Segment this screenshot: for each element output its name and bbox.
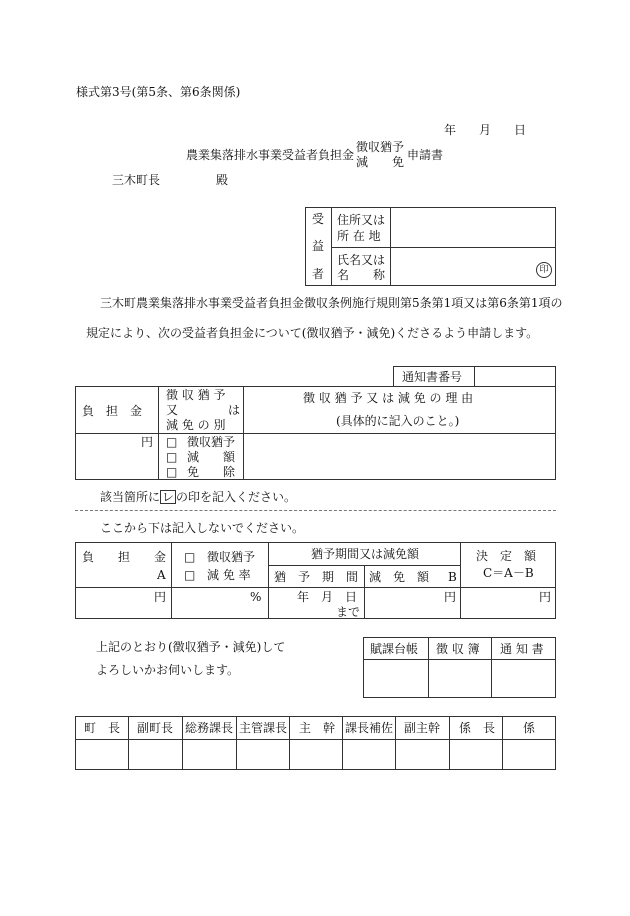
stamp-deputy-chief: 副主幹 — [404, 721, 441, 735]
stamp-staff: 係 — [523, 721, 536, 735]
check-mark-icon: レ — [162, 490, 175, 504]
exemption-amount-sub: B — [448, 570, 457, 584]
stamp-assistant-manager: 課長補佐 — [345, 721, 394, 735]
period-date-unit: 年 月 日 — [297, 590, 358, 604]
option-label: 減 額 — [187, 450, 236, 464]
charge-yen-unit: 円 — [141, 435, 154, 449]
collection-book-header: 徴 収 簿 — [436, 642, 480, 656]
address-label-2: 所 在 地 — [337, 229, 381, 243]
period-or-amount-header: 猶予期間又は減免額 — [311, 547, 420, 561]
amount-yen-unit: 円 — [444, 590, 457, 604]
type-header-2b: は — [228, 403, 241, 417]
reason-header: 徴 収 猶 予 又 は 減 免 の 理 由 — [303, 391, 474, 405]
date-year-label: 年 — [444, 123, 457, 137]
decided-amount-header: 決 定 額 — [476, 549, 537, 563]
reason-header-note: (具体的に記入のこと。) — [336, 414, 460, 428]
stamp-general-affairs-manager: 総務課長 — [185, 721, 234, 735]
name-label-2: 名 称 — [337, 268, 386, 282]
check-instruction: 該当箇所に レ の印を記入ください。 — [100, 490, 297, 504]
charge-header: 負 担 金 — [82, 404, 143, 418]
checkbox-icon[interactable]: □ — [166, 465, 178, 479]
stamp-mayor: 町 長 — [84, 721, 121, 735]
office-use-note: ここから下は記入しないでください。 — [100, 521, 305, 535]
type-header-2a: 又 — [166, 403, 179, 417]
title-option-exemption: 減 免 — [356, 155, 405, 169]
request-text-line1: 三木町農業集落排水事業受益者負担金徴収条例施行規則第5条第1項又は第6条第1項の — [100, 296, 563, 310]
type-header-3: 減 免 の 別 — [166, 418, 226, 432]
form-number: 様式第3号(第5条、第6条関係) — [76, 85, 241, 99]
addressee: 三木町長 — [112, 173, 161, 187]
deferral-period-header: 猶 予 期 間 — [274, 570, 359, 584]
stamp-section-head: 係 長 — [459, 721, 496, 735]
form-title: 農業集落排水事業受益者負担金 — [186, 148, 355, 162]
name-label: 氏名又は — [337, 253, 386, 267]
notice-number-label: 通知書番号 — [402, 370, 463, 384]
assessment-charge-sub: A — [157, 568, 166, 582]
type-header-1: 徴 収 猶 予 — [166, 388, 226, 402]
period-until-unit: まで — [336, 605, 361, 619]
date-month-label: 月 — [479, 123, 492, 137]
assessment-option-rate: 減 免 率 — [207, 568, 251, 582]
exemption-amount-header: 減 免 額 — [369, 570, 430, 584]
date-day-label: 日 — [514, 123, 527, 137]
stamp-deputy-mayor: 副町長 — [137, 721, 174, 735]
assessment-checkbox-icon[interactable]: □ — [184, 550, 196, 564]
title-option-deferral: 徴収猶予 — [356, 140, 405, 154]
rate-percent-unit: % — [250, 590, 262, 604]
notice-header: 通 知 書 — [500, 642, 544, 656]
applicant-side-label-1: 受 — [312, 212, 325, 226]
checkbox-icon[interactable]: □ — [166, 435, 178, 449]
seal-mark-icon: 印 — [536, 262, 552, 278]
charge-yen-unit: 円 — [154, 590, 167, 604]
assessment-charge-header: 負 担 金 — [82, 550, 167, 564]
title-suffix: 申請書 — [407, 148, 444, 162]
approval-text-line1: 上記のとおり(徴収猶予・減免)して — [96, 640, 286, 654]
addressee-honorific: 殿 — [216, 173, 229, 187]
divider — [75, 510, 556, 511]
checkbox-icon[interactable]: □ — [166, 450, 178, 464]
option-label: 徴収猶予 — [187, 435, 236, 449]
decided-yen-unit: 円 — [539, 590, 552, 604]
stamp-chief: 主 幹 — [299, 721, 336, 735]
option-label: 免 除 — [187, 465, 236, 479]
ledger-header: 賦課台帳 — [370, 642, 419, 656]
request-text-line2: 規定により、次の受益者負担金について(徴収猶予・減免)くださるよう申請します。 — [86, 326, 539, 340]
assessment-option-deferral: 徴収猶予 — [207, 550, 256, 564]
stamp-department-manager: 主管課長 — [239, 721, 288, 735]
applicant-side-label-3: 者 — [312, 267, 325, 281]
assessment-checkbox-icon[interactable]: □ — [184, 568, 196, 582]
applicant-side-label-2: 益 — [312, 239, 325, 253]
address-label: 住所又は — [337, 213, 386, 227]
decided-amount-formula: C＝A－B — [483, 566, 534, 580]
approval-text-line2: よろしいかお伺いします。 — [96, 663, 240, 677]
